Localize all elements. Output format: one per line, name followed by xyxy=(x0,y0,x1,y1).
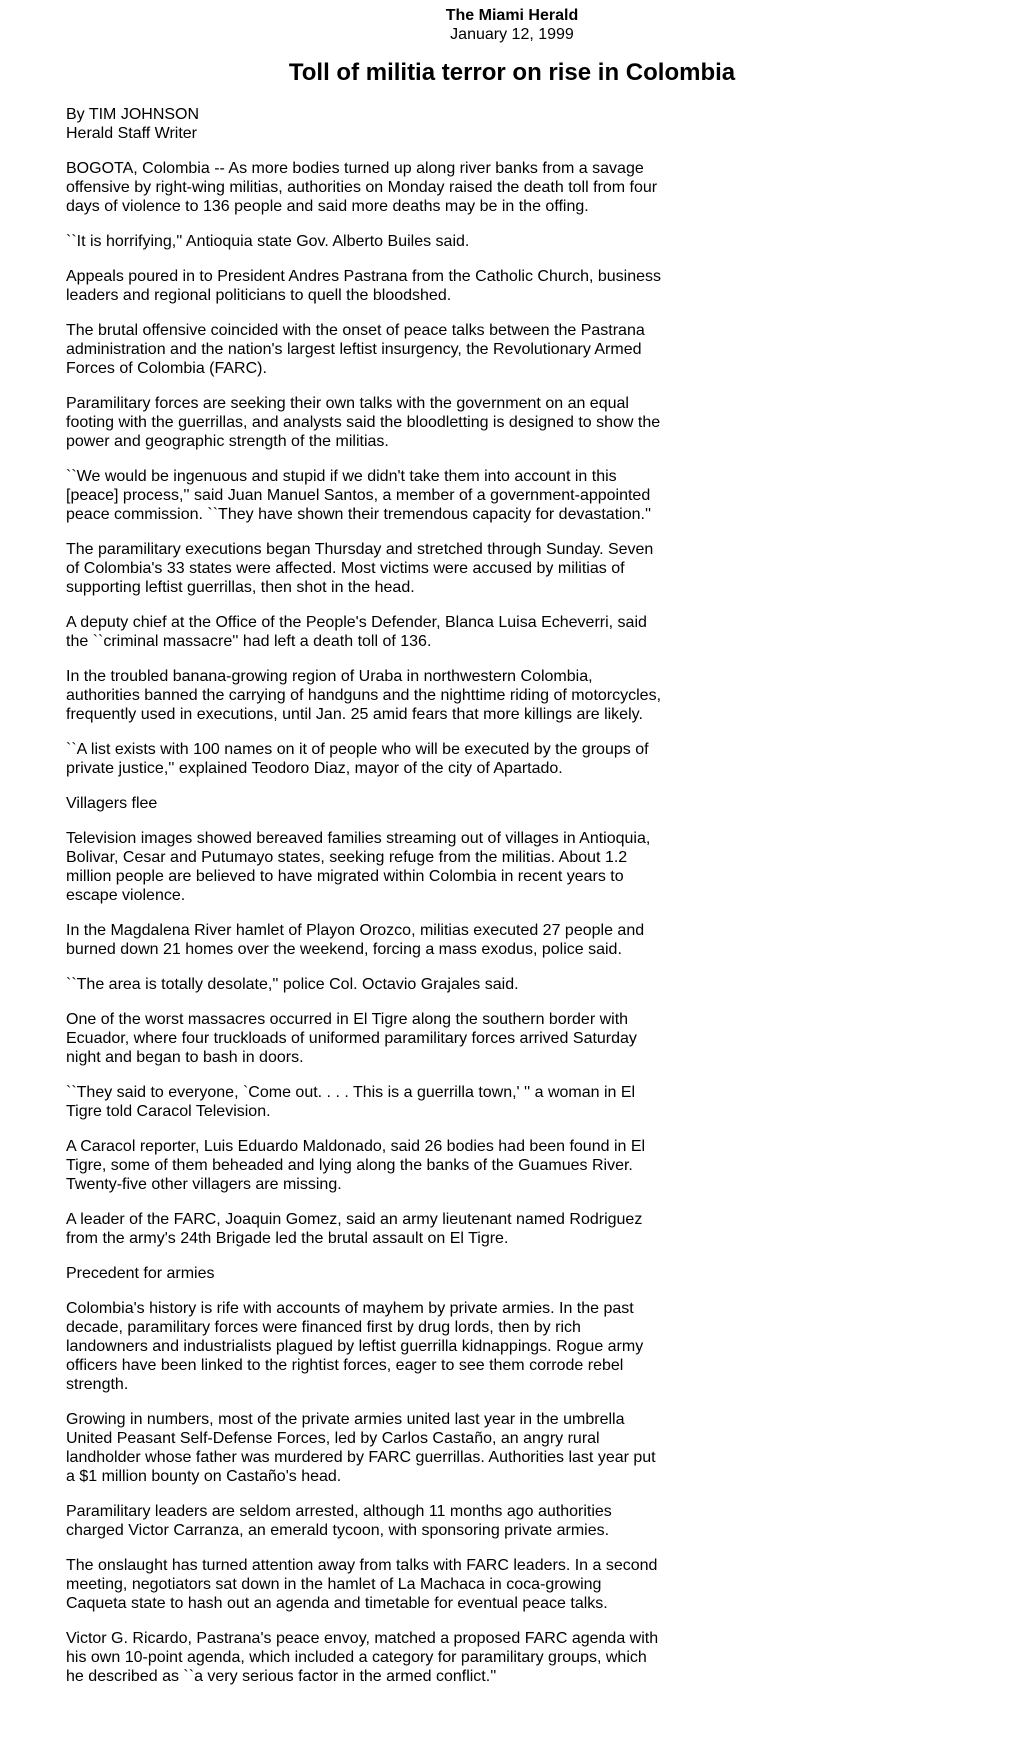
paragraph: The paramilitary executions began Thursday and stretched through Sunday. Seven of Colombia's 33 states were affected. Most victims were accused by militias of supporting leftist guerrillas, then shot in the head. xyxy=(66,541,654,596)
article-body xyxy=(66,105,666,1702)
paragraph: The onslaught has turned attention away from talks with FARC leaders. In a second meeting, negotiators sat down in the hamlet of La Machaca in coca-growing Caqueta state to hash out an agenda and timetable for eventual peace talks. xyxy=(66,1557,658,1612)
paragraph: Growing in numbers, most of the private armies united last year in the umbrella United Peasant Self-Defense Forces, led by Carlos Castaño, an angry rural landholder whose father was murdered by FARC guerrillas. Authorities last year put a $1 million bounty on Castaño's head. xyxy=(66,1411,656,1485)
paragraph: ``We would be ingenuous and stupid if we didn't take them into account in this [peace] process,'' said Juan Manuel Santos, a member of a government-appointed peace commission. ``They have shown their tremendous capacity for devastation.'' xyxy=(66,468,652,523)
publication-date: January 12, 1999 xyxy=(450,26,574,43)
paragraph: A leader of the FARC, Joaquin Gomez, said an army lieutenant named Rodriguez from the army's 24th Brigade led the brutal assault on El Tigre. xyxy=(66,1211,643,1247)
paragraph: ``They said to everyone, `Come out. . . . This is a guerrilla town,' '' a woman in El Tigre told Caracol Television. xyxy=(66,1084,636,1120)
paragraph: BOGOTA, Colombia -- As more bodies turned up along river banks from a savage offensive by right-wing militias, authorities on Monday raised the death toll from four days of violence to 136 people and said more deaths may be in the offing. xyxy=(66,160,658,215)
paragraph: The brutal offensive coincided with the onset of peace talks between the Pastrana administration and the nation's largest leftist insurgency, the Revolutionary Armed Forces of Colombia (FARC). xyxy=(66,322,645,377)
byline-author: By TIM JOHNSON xyxy=(66,106,200,123)
paragraph: A deputy chief at the Office of the People's Defender, Blanca Luisa Echeverri, said the ``criminal massacre'' had left a death toll of 136. xyxy=(66,614,647,650)
paragraph: ``A list exists with 100 names on it of people who will be executed by the groups of private justice,'' explained Teodoro Diaz, mayor of the city of Apartado. xyxy=(66,741,649,777)
paragraph: ``The area is totally desolate,'' police Col. Octavio Grajales said. xyxy=(66,976,519,993)
byline-role: Herald Staff Writer xyxy=(66,125,198,142)
paragraph: Television images showed bereaved families streaming out of villages in Antioquia, Bolivar, Cesar and Putumayo states, seeking refuge from the militias. About 1.2 million people are believed to have migrated within Colombia in recent years to escape violence. xyxy=(66,830,651,904)
paragraph: One of the worst massacres occurred in El Tigre along the southern border with Ecuador, where four truckloads of uniformed paramilitary forces arrived Saturday night and began to bash in doors. xyxy=(66,1011,637,1066)
paragraph: In the troubled banana-growing region of Uraba in northwestern Colombia, authorities banned the carrying of handguns and the nighttime riding of motorcycles, frequently used in executions, until Jan. 25 amid fears that more killings are likely. xyxy=(66,668,662,723)
paragraph: Victor G. Ricardo, Pastrana's peace envoy, matched a proposed FARC agenda with his own 10-point agenda, which included a category for paramilitary groups, which he described as ``a very serious factor in the armed conflict.'' xyxy=(66,1630,659,1685)
paragraph: In the Magdalena River hamlet of Playon Orozco, militias executed 27 people and burned down 21 homes over the weekend, forcing a mass exodus, police said. xyxy=(66,922,645,958)
headline: Toll of militia terror on rise in Colombia xyxy=(288,59,736,86)
section-subhead: Villagers flee xyxy=(66,795,158,812)
publication-name: The Miami Herald xyxy=(445,7,579,24)
paragraph: Colombia's history is rife with accounts of mayhem by private armies. In the past decade, paramilitary forces were financed first by drug lords, then by rich landowners and industrialists plagued by leftist guerrilla kidnappings. Rogue army officers have been linked to the rightist forces, eager to see them corrode rebel strength. xyxy=(66,1300,644,1393)
masthead xyxy=(0,6,1024,44)
paragraph: Paramilitary leaders are seldom arrested, although 11 months ago authorities charged Victor Carranza, an emerald tycoon, with sponsoring private armies. xyxy=(66,1503,612,1539)
byline xyxy=(66,105,666,143)
section-subhead: Precedent for armies xyxy=(66,1265,215,1282)
paragraph: A Caracol reporter, Luis Eduardo Maldonado, said 26 bodies had been found in El Tigre, some of them beheaded and lying along the banks of the Guamues River. Twenty-five other villagers are missing. xyxy=(66,1138,646,1193)
paragraph: Appeals poured in to President Andres Pastrana from the Catholic Church, business leaders and regional politicians to quell the bloodshed. xyxy=(66,268,661,304)
paragraph: Paramilitary forces are seeking their own talks with the government on an equal footing with the guerrillas, and analysts said the bloodletting is designed to show the power and geographic strength of the militias. xyxy=(66,395,661,450)
paragraph: ``It is horrifying,'' Antioquia state Gov. Alberto Builes said. xyxy=(66,233,470,250)
